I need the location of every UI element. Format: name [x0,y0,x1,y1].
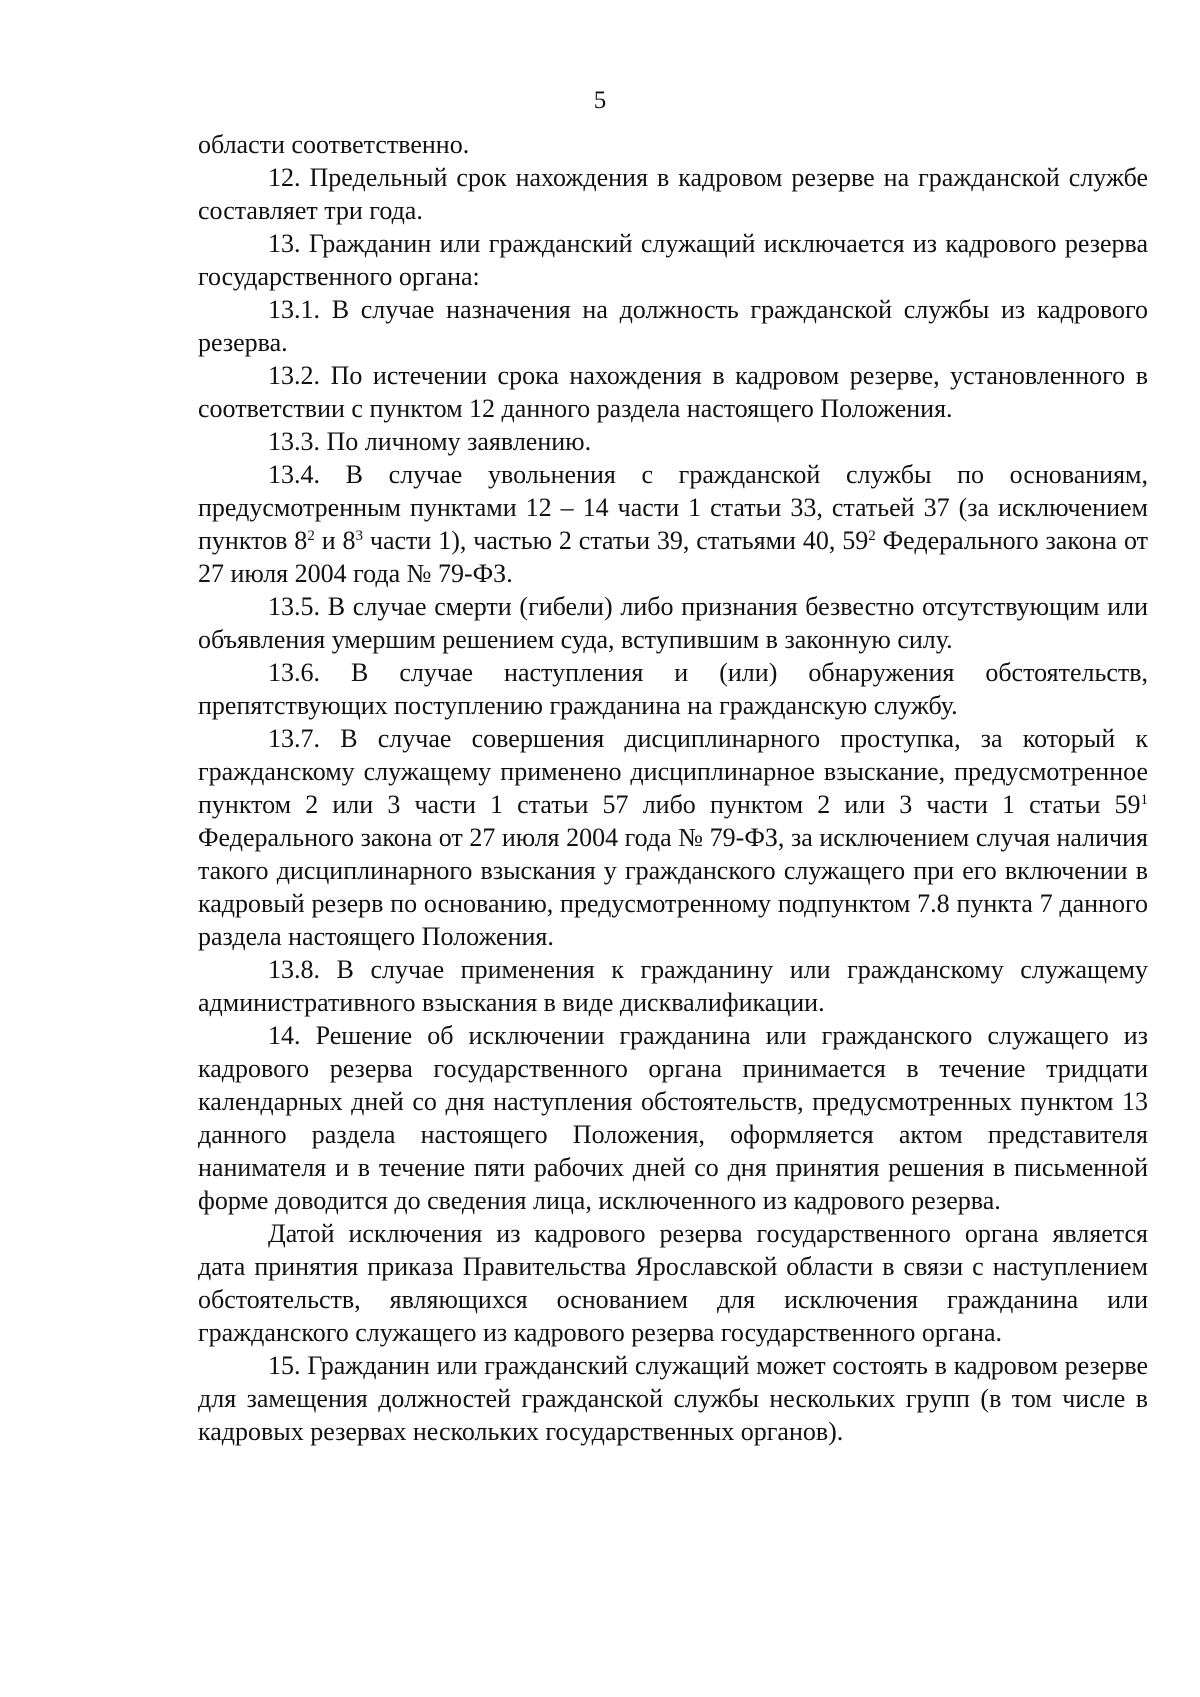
paragraph-p13-1 [198,293,1148,359]
text-segment: 13.2. По истечении срока нахождения в кадровом резерве, установленного в соответствии с пунктом 12 данного раздела настоящего Положения. [198,361,1148,423]
text-segment: 13. Гражданин или гражданский служащий исключается из кадрового резерва государственного органа: [198,229,1148,291]
text-segment: Федерального закона от 27 июля 2004 года № 79-ФЗ, за исключением случая наличия такого дисциплинарного взыскания у гражданского служащего при его включении в кадровый резерв по основанию, предусмотренному подпунктом 7.8 пункта 7 данного раздела настоящего Положения. [198,823,1148,951]
superscript: 2 [307,528,315,544]
paragraph-p13-7 [198,722,1148,953]
superscript: 2 [868,528,876,544]
paragraph-p13-5 [198,590,1148,656]
paragraph-p12 [198,161,1148,227]
paragraph-p13-2 [198,359,1148,425]
superscript: 3 [355,528,363,544]
text-segment: Датой исключения из кадрового резерва государственного органа является дата принятия приказа Правительства Ярославской области в связи с наступлением обстоятельств, являющихся основанием для исключения гражданина или гражданского служащего из кадрового резерва государственного органа. [198,1219,1148,1347]
text-segment: 12. Предельный срок нахождения в кадровом резерве на гражданской службе составляет три года. [198,163,1148,225]
text-segment: 13.3. По личному заявлению. [268,427,592,456]
text-segment: 13.7. В случае совершения дисциплинарного проступка, за который к гражданскому служащему применено дисциплинарное взыскание, предусмотренное пунктом 2 или 3 части 1 статьи 57 либо пунктом 2 или 3 части 1 статьи 59 [198,724,1148,819]
paragraph-p13-4 [198,458,1148,590]
text-segment: 14. Решение об исключении гражданина или гражданского служащего из кадрового резерва государственного органа принимается в течение тридцати календарных дней со дня наступления обстоятельств, предусмотренных пунктом 13 данного раздела настоящего Положения, оформляется актом представителя нанимателя и в течение пяти рабочих дней со дня принятия решения в письменной форме доводится до сведения лица, исключенного из кадрового резерва. [198,1021,1148,1215]
text-segment: 13.4. В случае увольнения с гражданской службы по основаниям, предусмотренным пунктами 12 – 14 части 1 статьи 33, статьей 37 (за исключением пунктов 8 [198,460,1148,555]
paragraph-p15 [198,1349,1148,1448]
paragraph-p13-3 [198,425,1148,458]
page-number: 5 [593,87,607,114]
paragraph-p13-6 [198,656,1148,722]
text-segment: 15. Гражданин или гражданский служащий может состоять в кадровом резерве для замещения должностей гражданской службы нескольких групп (в том числе в кадровых резервах нескольких государственных органов). [198,1351,1148,1446]
superscript: 1 [1140,792,1148,808]
text-segment: и 8 [314,526,356,555]
paragraph-p13-8 [198,953,1148,1019]
text-segment: 13.5. В случае смерти (гибели) либо признания безвестно отсутствующим или объявления умершим решением суда, вступившим в законную силу. [198,592,1148,654]
paragraph-p14-b [198,1217,1148,1349]
text-segment: 13.1. В случае назначения на должность гражданской службы из кадрового резерва. [198,295,1148,357]
text-segment: части 1), частью 2 статьи 39, статьями 40, 59 [363,526,869,555]
text-segment: 13.8. В случае применения к гражданину или гражданскому служащему административного взыскания в виде дисквалификации. [198,955,1148,1017]
paragraph-p13 [198,227,1148,293]
text-segment: 13.6. В случае наступления и (или) обнаружения обстоятельств, препятствующих поступлению гражданина на гражданскую службу. [198,658,1148,720]
text-segment: Федерального закона от 27 июля 2004 года № 79-ФЗ. [198,526,1149,588]
document-body [198,128,1148,1448]
paragraph-p14 [198,1019,1148,1217]
text-segment: области соответственно. [198,130,470,159]
paragraph-p0 [198,128,1148,161]
